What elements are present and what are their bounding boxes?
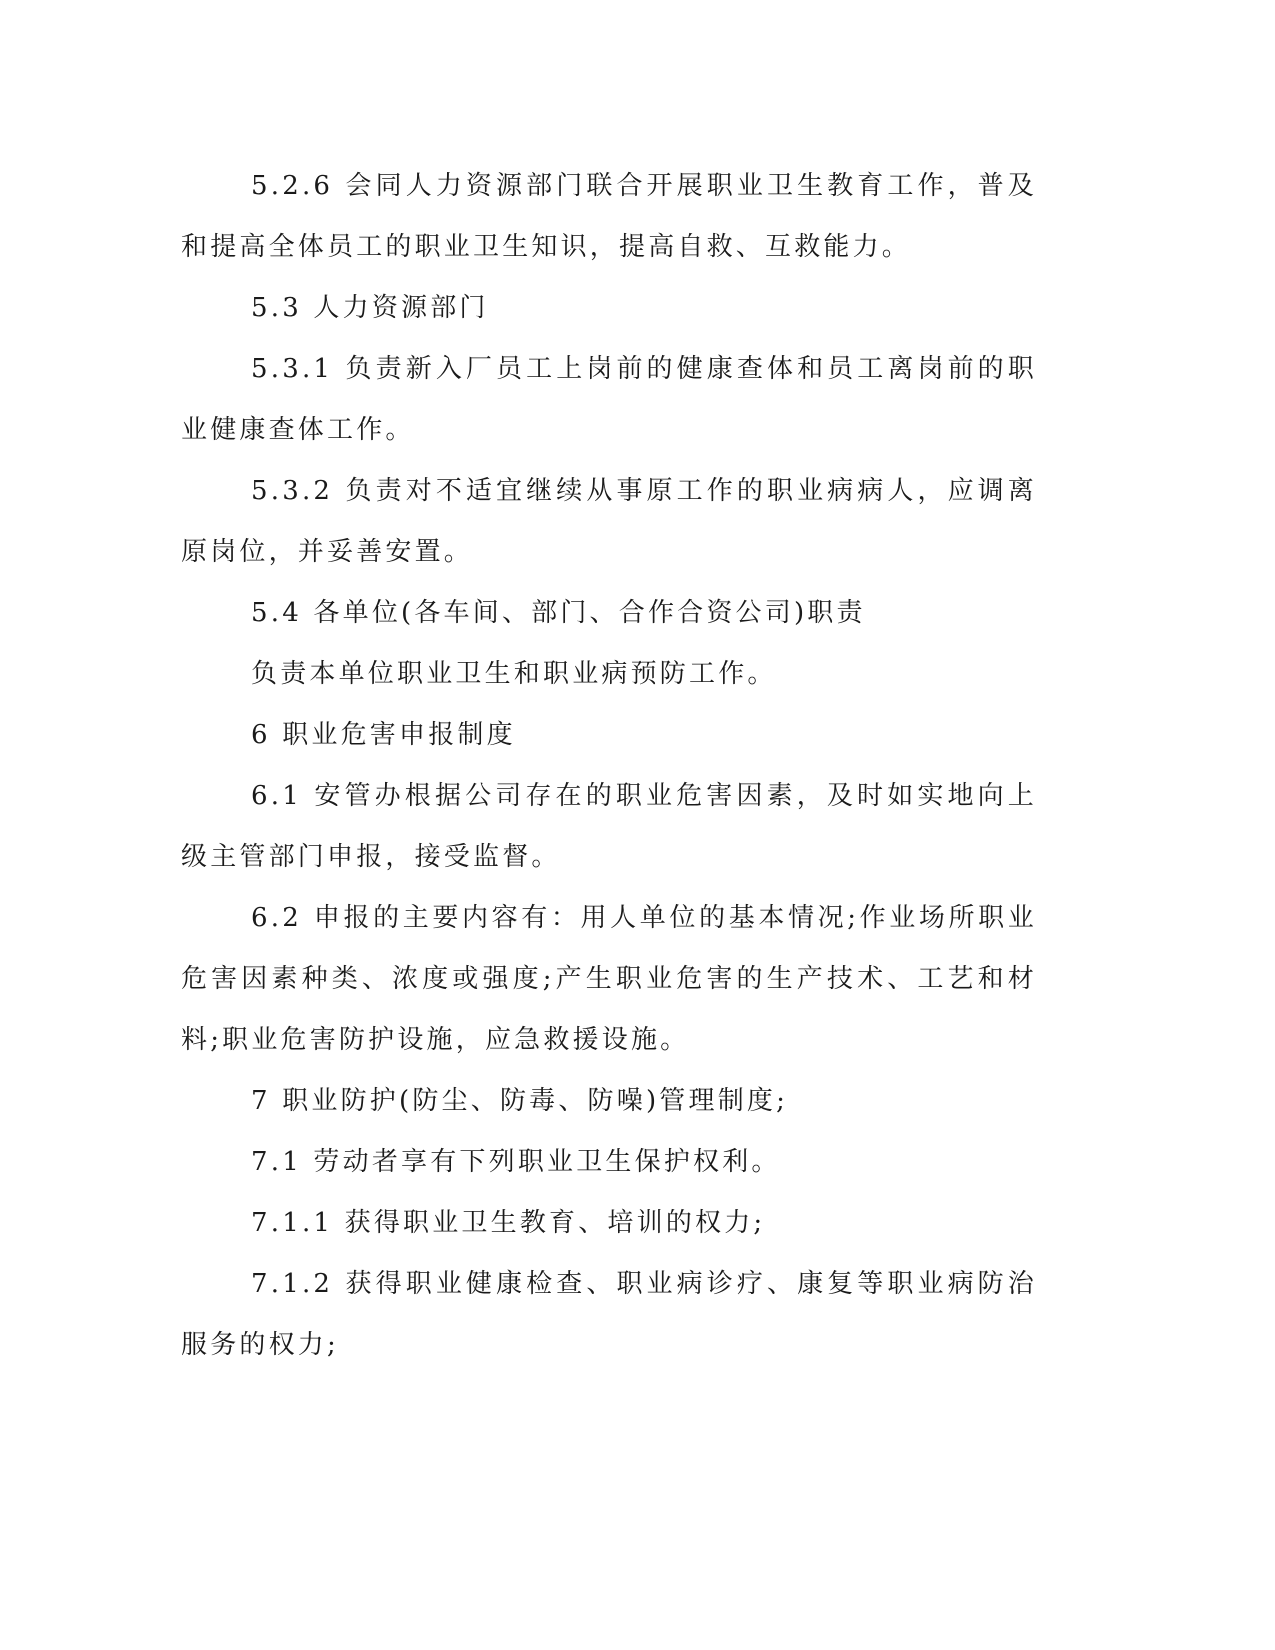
heading-7: 7 职业防护(防尘、防毒、防噪)管理制度; xyxy=(251,1086,789,1116)
paragraph-5-4-body: 负责本单位职业卫生和职业病预防工作。 xyxy=(251,659,777,689)
paragraph-5-3-1: 5.3.1 负责新入厂员工上岗前的健康查体和员工离岗前的职业健康查体工作。 xyxy=(181,354,1037,445)
paragraph-6-1: 6.1 安管办根据公司存在的职业危害因素，及时如实地向上级主管部门申报，接受监督。 xyxy=(181,781,1037,872)
paragraph-7-1-2: 7.1.2 获得职业健康检查、职业病诊疗、康复等职业病防治服务的权力; xyxy=(181,1269,1037,1360)
paragraph-7-1: 7.1 劳动者享有下列职业卫生保护权利。 xyxy=(251,1147,781,1177)
heading-5-4: 5.4 各单位(各车间、部门、合作合资公司)职责 xyxy=(251,598,866,628)
paragraph-6-2: 6.2 申报的主要内容有：用人单位的基本情况;作业场所职业危害因素种类、浓度或强度;产生职业危害的生产技术、工艺和材料;职业危害防护设施，应急救援设施。 xyxy=(181,903,1037,1055)
heading-5-3: 5.3 人力资源部门 xyxy=(251,293,489,323)
paragraph-5-2-6: 5.2.6 会同人力资源部门联合开展职业卫生教育工作，普及和提高全体员工的职业卫生知识，提高自救、互救能力。 xyxy=(181,171,1037,262)
paragraph-7-1-1: 7.1.1 获得职业卫生教育、培训的权力; xyxy=(251,1208,766,1238)
document-body xyxy=(181,156,1037,1376)
paragraph-5-3-2: 5.3.2 负责对不适宜继续从事原工作的职业病病人，应调离原岗位，并妥善安置。 xyxy=(181,476,1037,567)
heading-6: 6 职业危害申报制度 xyxy=(251,720,516,750)
